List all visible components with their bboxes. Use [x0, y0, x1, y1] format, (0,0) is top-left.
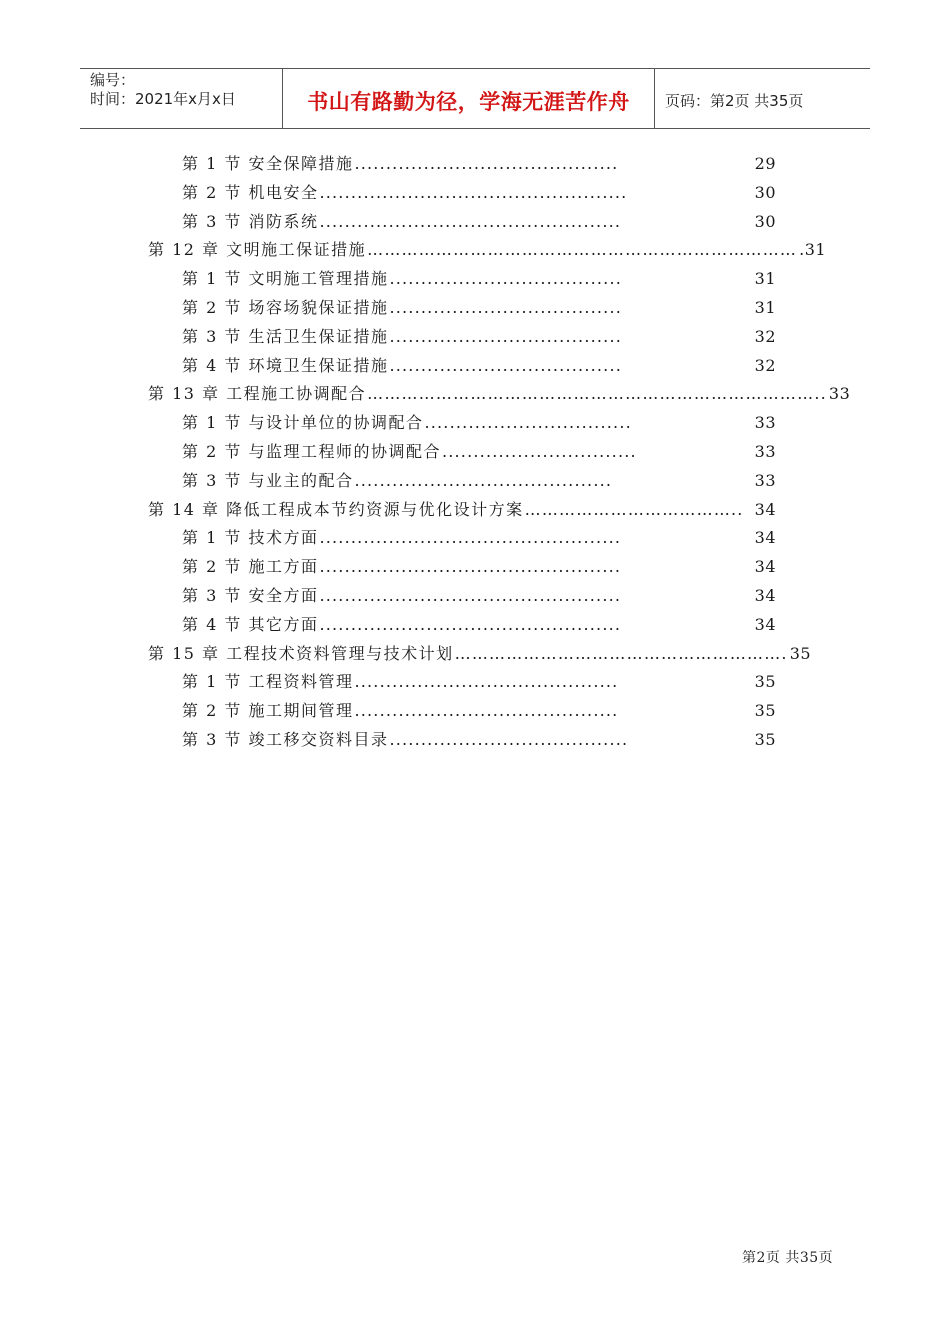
- toc-dot-leader: ..........................................: [354, 154, 619, 173]
- toc-dot-leader: ................................................: [319, 557, 622, 577]
- toc-dot-leader: .........................................: [354, 470, 613, 490]
- toc-section-entry: [182, 325, 776, 349]
- toc-page-number: 35: [754, 701, 776, 721]
- document-header: [80, 68, 870, 129]
- toc-page-number: 31: [754, 269, 776, 289]
- toc-dot-leader: ................................................: [319, 528, 622, 548]
- toc-section-entry: [182, 267, 776, 291]
- toc-dot-leader: ................................................: [319, 586, 622, 605]
- toc-dot-leader: ......................................: [389, 730, 629, 749]
- toc-page-number: 30: [754, 211, 776, 231]
- toc-page-number: 34: [754, 614, 776, 634]
- toc-section-entry: [182, 584, 776, 608]
- toc-section-entry: [182, 469, 776, 493]
- toc-page-number: 34: [754, 528, 776, 548]
- header-motto: 书山有路勤为径，学海无涯苦作舟: [282, 69, 655, 128]
- toc-section-entry: [182, 613, 776, 637]
- toc-page-number: 35: [754, 730, 776, 749]
- toc-chapter-entry: [148, 498, 776, 522]
- toc-entry-title: 第 1 节 工程资料管理: [182, 672, 354, 692]
- toc-page-number: 31: [754, 298, 776, 317]
- toc-page-number: 35: [754, 672, 776, 692]
- toc-entry-title: 第 1 节 技术方面: [182, 528, 319, 548]
- toc-chapter-entry: [148, 642, 812, 666]
- toc-page-number: 33: [754, 442, 776, 461]
- header-page-info-text: 页码：第2页 共35页: [665, 92, 804, 110]
- toc-entry-title: 第 1 节 文明施工管理措施: [182, 269, 389, 289]
- toc-dot-leader: .................................................: [319, 182, 628, 202]
- toc-entry-title: 第 2 节 与监理工程师的协调配合: [182, 442, 441, 461]
- toc-page-number: 33: [754, 470, 776, 490]
- toc-chapter-entry: [148, 382, 851, 406]
- toc-dot-leader: …………………………………………………………………: [367, 240, 798, 260]
- toc-section-entry: [182, 354, 776, 378]
- toc-section-entry: [182, 526, 776, 550]
- toc-entry-title: 第 3 节 与业主的配合: [182, 470, 354, 490]
- toc-entry-title: 第 2 节 施工方面: [182, 557, 319, 577]
- toc-dot-leader: ……………………………………………………………………..: [367, 384, 827, 404]
- toc-section-entry: [182, 699, 776, 723]
- header-meta: [80, 69, 282, 128]
- document-number-label: 编号：: [90, 71, 136, 89]
- toc-entry-title: 第 4 节 其它方面: [182, 614, 319, 634]
- toc-section-entry: [182, 181, 776, 205]
- toc-page-number: 35: [789, 643, 812, 663]
- toc-dot-leader: .....................................: [389, 355, 623, 375]
- toc-entry-title: 第 2 节 施工期间管理: [182, 701, 354, 721]
- toc-section-entry: [182, 296, 776, 320]
- toc-page-number: 34: [754, 499, 776, 519]
- toc-dot-leader: ..........................................: [354, 701, 619, 721]
- toc-dot-leader: .................................: [424, 413, 632, 433]
- toc-entry-title: 第 4 节 环境卫生保证措施: [182, 355, 389, 375]
- toc-entry-title: 第 13 章 工程施工协调配合: [148, 384, 367, 404]
- toc-section-entry: [182, 440, 776, 464]
- toc-section-entry: [182, 670, 776, 694]
- toc-section-entry: [182, 411, 776, 435]
- toc-page-number: 29: [754, 154, 776, 173]
- toc-dot-leader: ...............................: [441, 442, 637, 461]
- toc-dot-leader: ..........................................: [354, 672, 619, 692]
- toc-entry-title: 第 12 章 文明施工保证措施: [148, 240, 367, 260]
- page-footer: 第2页 共35页: [742, 1250, 834, 1266]
- toc-page-number: 32: [754, 355, 776, 375]
- toc-entry-title: 第 15 章 工程技术资料管理与技术计划: [148, 643, 454, 663]
- toc-dot-leader: ................................................: [319, 211, 622, 231]
- toc-entry-title: 第 3 节 安全方面: [182, 586, 319, 605]
- toc-entry-title: 第 3 节 生活卫生保证措施: [182, 326, 389, 346]
- toc-page-number: 34: [754, 557, 776, 577]
- header-page-info: [655, 69, 870, 128]
- toc-entry-title: 第 14 章 降低工程成本节约资源与优化设计方案: [148, 499, 524, 519]
- toc-page-number: 33: [754, 413, 776, 433]
- toc-dot-leader: ………………………………..: [524, 499, 744, 519]
- document-time-label: 时间：2021年x月x日: [90, 90, 236, 108]
- toc-dot-leader: .....................................: [389, 326, 623, 346]
- toc-page-number: .31: [799, 240, 827, 260]
- toc-entry-title: 第 3 节 竣工移交资料目录: [182, 730, 389, 749]
- toc-page-number: 30: [754, 182, 776, 202]
- toc-dot-leader: ................................................: [319, 614, 622, 634]
- toc-page-number: 33: [828, 384, 851, 404]
- toc-page-number: 32: [754, 326, 776, 346]
- toc-dot-leader: .....................................: [389, 298, 623, 317]
- toc-dot-leader: ………………………………………………….: [454, 643, 788, 663]
- toc-page-number: 34: [754, 586, 776, 605]
- toc-entry-title: 第 2 节 场容场貌保证措施: [182, 298, 389, 317]
- toc-section-entry: [182, 555, 776, 579]
- toc-entry-title: 第 2 节 机电安全: [182, 182, 319, 202]
- toc-section-entry: [182, 152, 776, 176]
- toc-section-entry: [182, 728, 776, 752]
- toc-dot-leader: .....................................: [389, 269, 623, 289]
- toc-section-entry: [182, 210, 776, 234]
- toc-entry-title: 第 1 节 与设计单位的协调配合: [182, 413, 424, 433]
- toc-entry-title: 第 1 节 安全保障措施: [182, 154, 354, 173]
- toc-chapter-entry: [148, 238, 827, 262]
- toc-entry-title: 第 3 节 消防系统: [182, 211, 319, 231]
